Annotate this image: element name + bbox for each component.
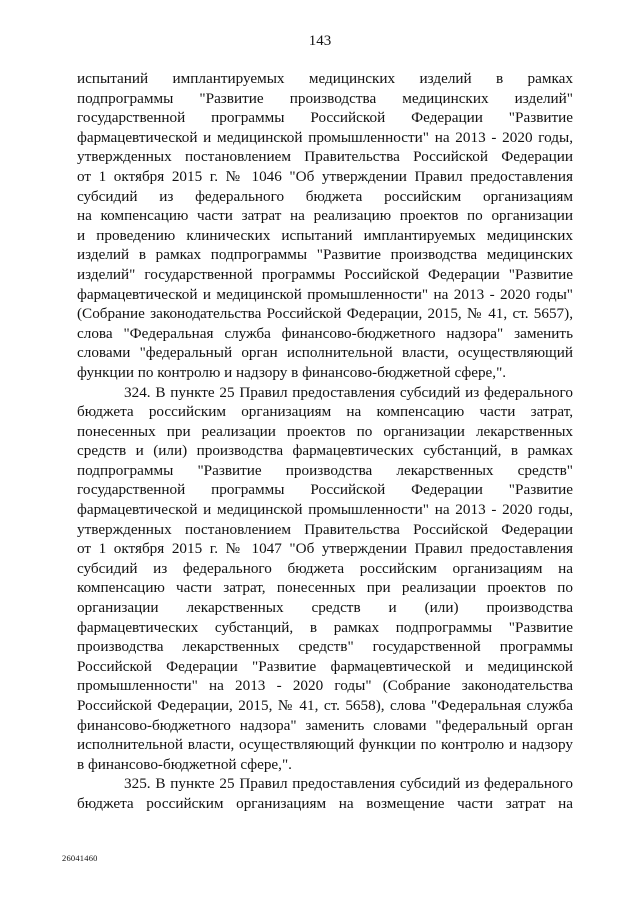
text-line: от 1 октября 2015 г. № 1047 "Об утверждении Правил предоставления <box>77 540 573 558</box>
text-line: утвержденных постановлением Правительства Российской Федерации <box>77 520 573 538</box>
text-line: исполнительной власти, осуществляющий функции по контролю и надзору <box>77 736 573 754</box>
text-line: изделий в рамках подпрограммы "Развитие производства медицинских <box>77 246 573 264</box>
text-line: на компенсацию части затрат на реализацию проектов по организации <box>77 207 573 225</box>
text-line: финансово-бюджетного надзора" заменить словами "федеральный орган <box>77 716 573 734</box>
text-line: подпрограммы "Развитие производства медицинских изделий" <box>77 89 573 107</box>
text-line: понесенных при реализации проектов по организации лекарственных <box>77 422 573 440</box>
text-line: промышленности" на 2013 - 2020 годы" (Собрание законодательства <box>77 677 573 695</box>
paragraph <box>77 69 573 383</box>
text-line: (Собрание законодательства Российской Федерации, 2015, № 41, ст. 5657), <box>77 305 573 323</box>
text-line: средств и (или) производства фармацевтических субстанций, в рамках <box>77 442 573 460</box>
text-line: организации лекарственных средств и (или) производства <box>77 599 573 617</box>
text-line: государственной программы Российской Федерации "Развитие <box>77 481 573 499</box>
text-line: 325. В пункте 25 Правил предоставления субсидий из федерального <box>124 775 573 793</box>
paragraph <box>77 383 573 775</box>
text-line: субсидий из федерального бюджета российским организациям на <box>77 559 573 577</box>
text-line: Российской Федерации "Развитие фармацевтической и медицинской <box>77 657 573 675</box>
text-line: подпрограммы "Развитие производства лекарственных средств" <box>77 461 573 479</box>
text-line: фармацевтической и медицинской промышленности" на 2013 - 2020 годы" <box>77 285 573 303</box>
text-line: бюджета российским организациям на компенсацию части затрат, <box>77 403 573 421</box>
text-line: субсидий из федерального бюджета российским организациям <box>77 187 573 205</box>
text-line: слова "Федеральная служба финансово-бюджетного надзора" заменить <box>77 324 573 342</box>
text-line: государственной программы Российской Федерации "Развитие <box>77 109 573 127</box>
text-line: Российской Федерации, 2015, № 41, ст. 5658), слова "Федеральная служба <box>77 697 573 714</box>
text-line: и проведению клинических испытаний имплантируемых медицинских <box>77 226 573 244</box>
document-code: 26041460 <box>62 853 98 863</box>
text-line: компенсацию части затрат, понесенных при реализации проектов по <box>77 579 573 597</box>
text-line: фармацевтических субстанций, в рамках подпрограммы "Развитие <box>77 618 573 636</box>
text-line: утвержденных постановлением Правительства Российской Федерации <box>77 148 573 166</box>
text-line: словами "федеральный орган исполнительной власти, осуществляющий <box>77 344 573 362</box>
text-line: функции по контролю и надзору в финансово-бюджетной сфере,". <box>77 363 507 381</box>
paragraph <box>77 774 573 813</box>
text-line: изделий" государственной программы Российской Федерации "Развитие <box>77 265 573 283</box>
text-line: фармацевтической и медицинской промышленности" на 2013 - 2020 годы, <box>77 128 573 146</box>
text-line: 324. В пункте 25 Правил предоставления субсидий из федерального <box>124 383 573 401</box>
text-line: производства лекарственных средств" государственной программы <box>77 638 573 656</box>
text-line: от 1 октября 2015 г. № 1046 "Об утверждении Правил предоставления <box>77 167 573 185</box>
text-line: фармацевтической и медицинской промышленности" на 2013 - 2020 годы, <box>77 501 573 519</box>
page-number: 143 <box>308 33 332 49</box>
text-line: бюджета российским организациям на возмещение части затрат на <box>77 794 573 812</box>
text-line: в финансово-бюджетной сфере,". <box>77 755 292 773</box>
text-line: испытаний имплантируемых медицинских изделий в рамках <box>77 70 573 87</box>
document-body <box>77 69 573 814</box>
